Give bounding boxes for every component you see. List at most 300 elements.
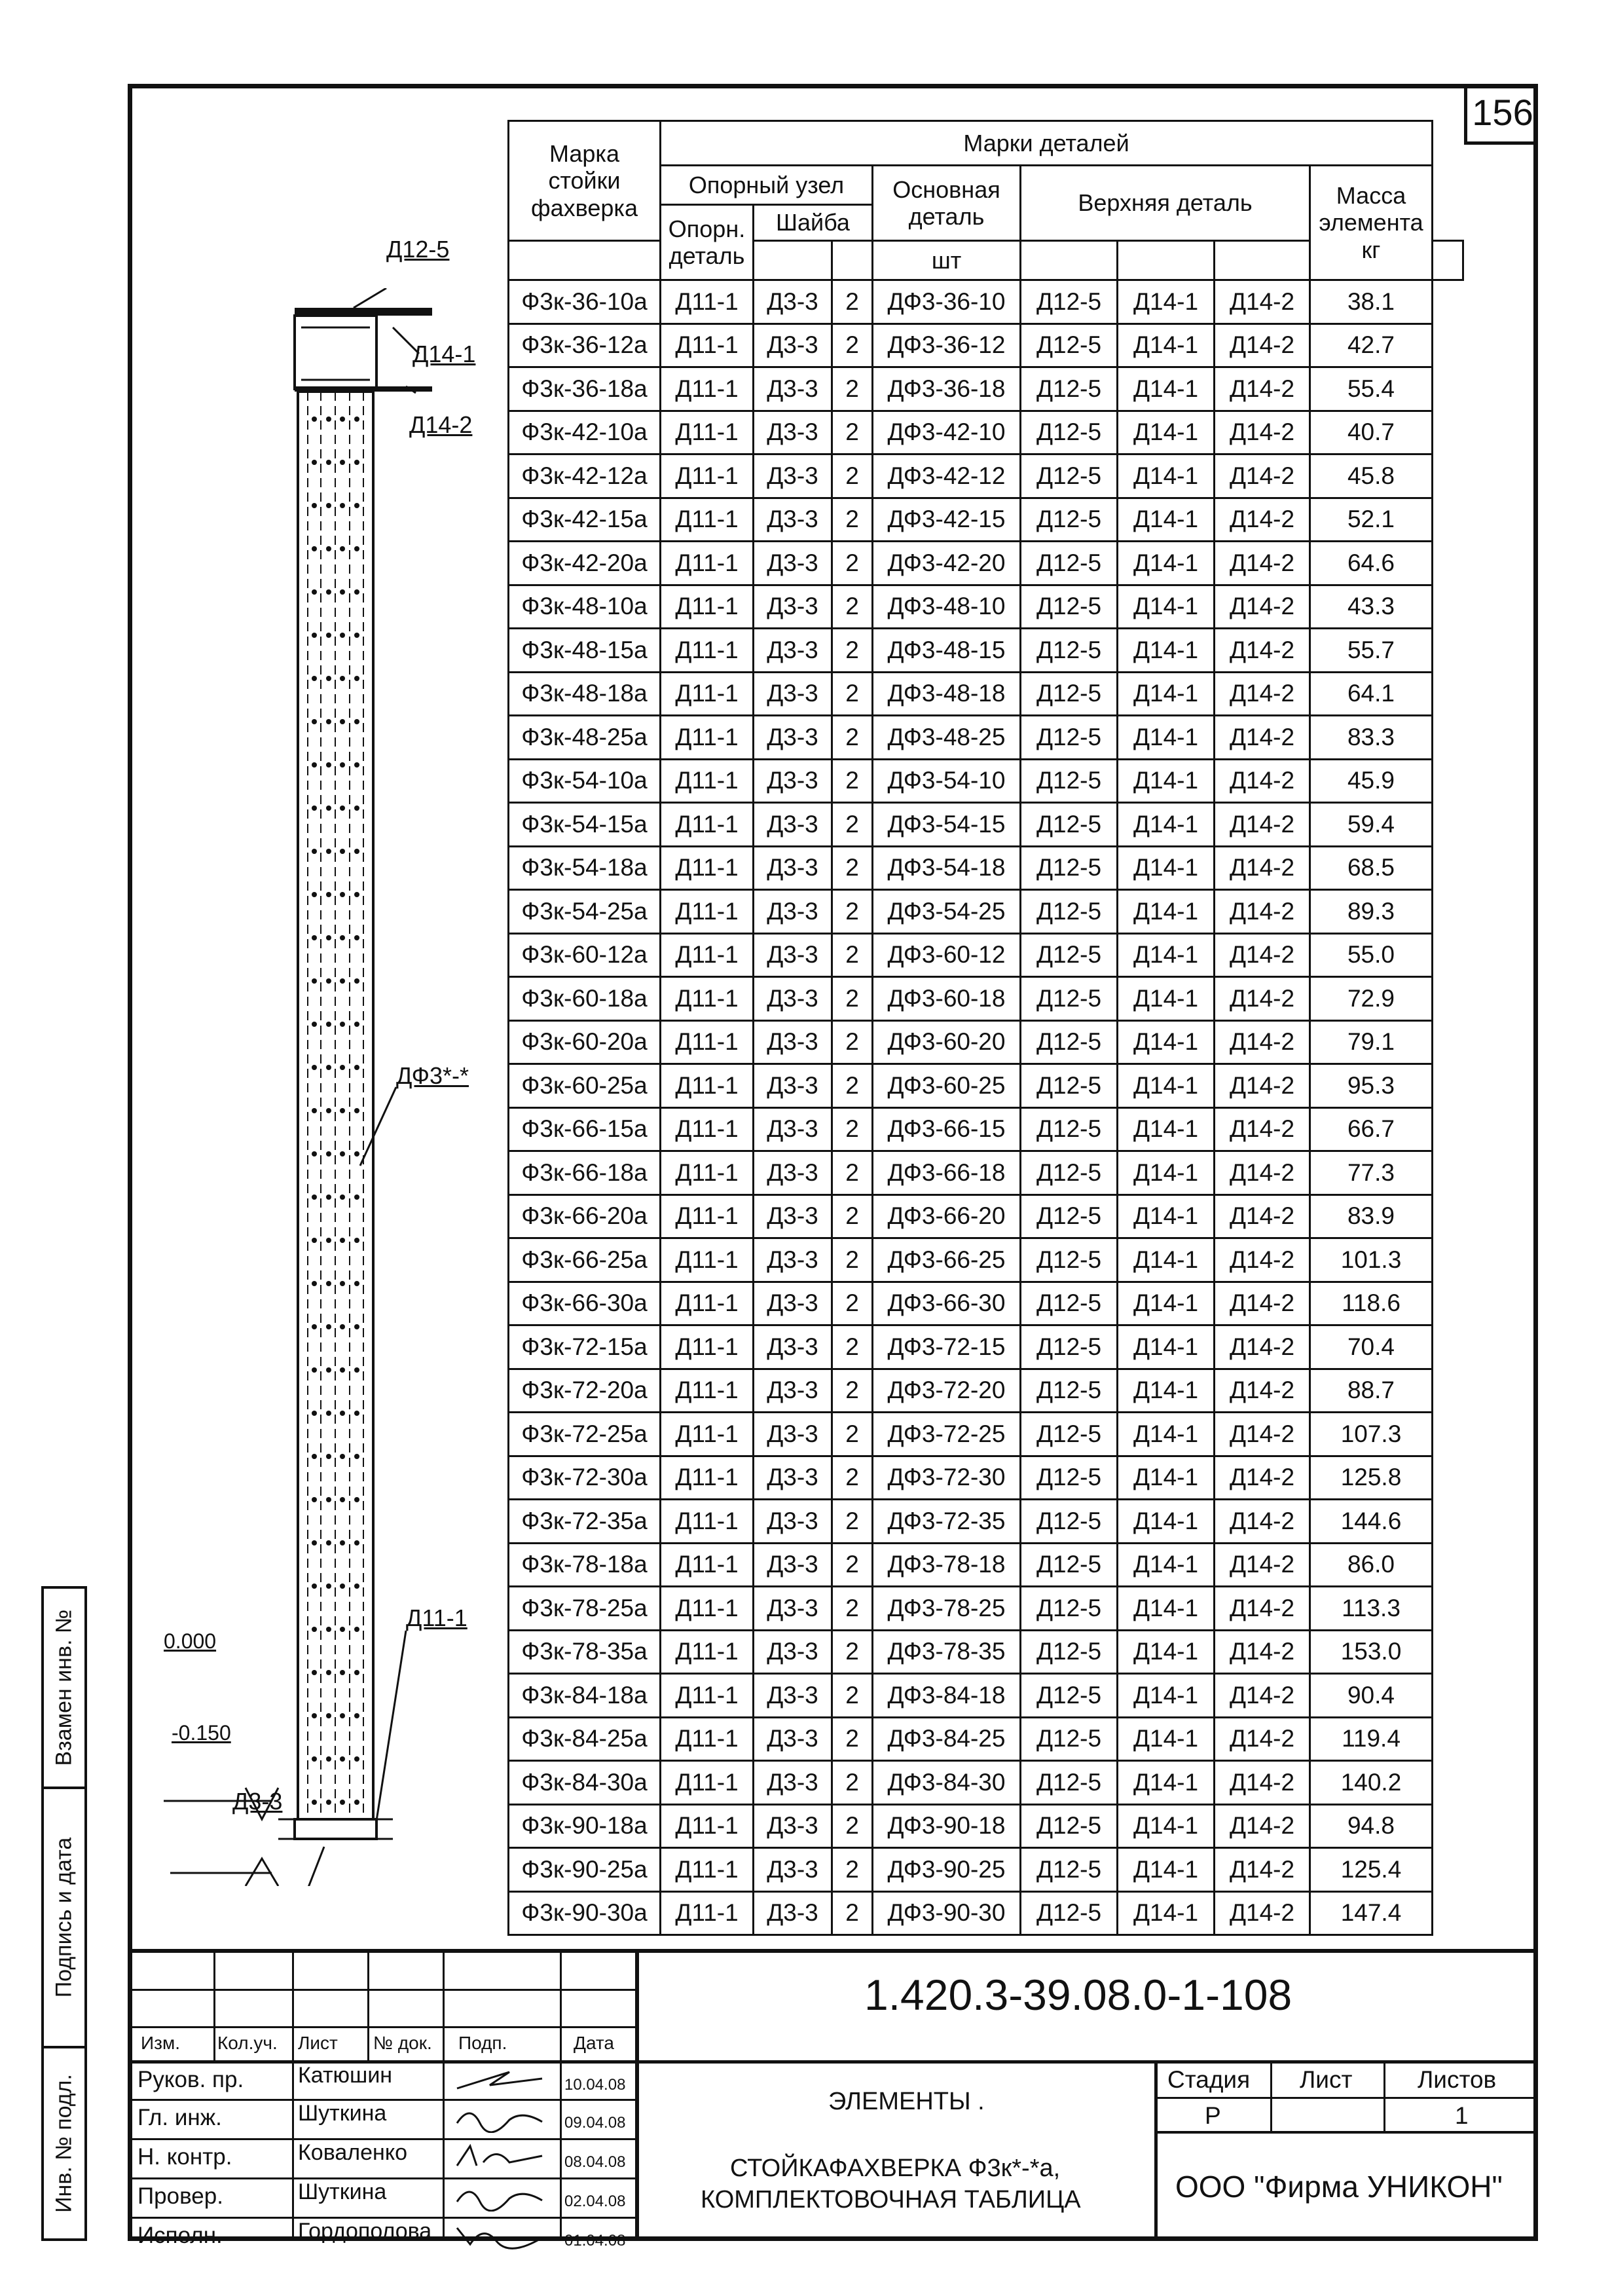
table-cell: Д14-1: [1118, 367, 1215, 411]
header-support-node: Опорный узел: [661, 166, 873, 205]
table-cell: 2: [832, 1107, 873, 1151]
table-cell: Д12-5: [1021, 1630, 1118, 1674]
table-row: [509, 1630, 1463, 1674]
table-cell: Д12-5: [1021, 846, 1118, 890]
table-cell: Д12-5: [1021, 1500, 1118, 1544]
table-cell: 79.1: [1310, 1020, 1433, 1064]
table-cell: Д14-2: [1215, 716, 1310, 760]
table-row: [509, 280, 1463, 324]
table-cell: 153.0: [1310, 1630, 1433, 1674]
table-cell: Д14-2: [1215, 1282, 1310, 1325]
table-cell: Д14-2: [1215, 1848, 1310, 1892]
table-cell: Д12-5: [1021, 367, 1118, 411]
label-d11-1: Д11-1: [406, 1604, 467, 1631]
table-row: [509, 1804, 1463, 1848]
table-cell: Д14-1: [1118, 1674, 1215, 1718]
table-row: [509, 454, 1463, 498]
table-row: [509, 1543, 1463, 1587]
table-cell: Д11-1: [661, 1891, 754, 1935]
stage-value: Р: [1205, 2102, 1221, 2129]
table-row: [509, 1151, 1463, 1195]
table-cell: 55.0: [1310, 933, 1433, 977]
company-name: ООО "Фирма УНИКОН": [1175, 2170, 1503, 2204]
table-cell: Д11-1: [661, 1761, 754, 1805]
table-cell: Д12-5: [1021, 1238, 1118, 1282]
table-cell: Д14-2: [1215, 1064, 1310, 1108]
table-cell: 94.8: [1310, 1804, 1433, 1848]
table-cell: Д14-2: [1215, 1891, 1310, 1935]
table-cell: Д14-2: [1215, 759, 1310, 803]
signer-name: Коваленко: [298, 2140, 407, 2165]
table-cell: Д11-1: [661, 411, 754, 454]
table-cell: 38.1: [1310, 280, 1433, 324]
table-cell: Д3-3: [754, 1717, 832, 1761]
table-cell: 2: [832, 1282, 873, 1325]
table-row: [509, 1413, 1463, 1456]
stage-label: Стадия: [1167, 2066, 1251, 2093]
table-cell: Д12-5: [1021, 1151, 1118, 1195]
table-cell: Д14-2: [1215, 324, 1310, 367]
table-cell: 43.3: [1310, 585, 1433, 629]
table-cell: Д11-1: [661, 629, 754, 673]
table-cell: Ф3к-84-25а: [509, 1717, 661, 1761]
table-cell: Д11-1: [661, 454, 754, 498]
table-cell: Д3-3: [754, 1413, 832, 1456]
table-cell: Ф3к-36-18а: [509, 367, 661, 411]
table-cell: 68.5: [1310, 846, 1433, 890]
sheets-label: Листов: [1418, 2066, 1497, 2093]
role-label: Руков. пр.: [137, 2067, 244, 2092]
table-cell: Ф3к-60-18а: [509, 977, 661, 1021]
table-cell: ДФ3-36-12: [873, 324, 1021, 367]
table-cell: Д14-1: [1118, 1194, 1215, 1238]
table-cell: 2: [832, 1194, 873, 1238]
table-cell: 2: [832, 367, 873, 411]
table-cell: Д14-1: [1118, 1848, 1215, 1892]
table-cell: Ф3к-60-12а: [509, 933, 661, 977]
signer-name: Гордополова: [298, 2219, 432, 2244]
table-cell: 2: [832, 1891, 873, 1935]
table-cell: Д11-1: [661, 1238, 754, 1282]
table-cell: ДФ3-66-18: [873, 1151, 1021, 1195]
table-cell: 2: [832, 716, 873, 760]
table-cell: Ф3к-54-18а: [509, 846, 661, 890]
signer-name: Шуткина: [298, 2179, 387, 2204]
table-cell: 2: [832, 454, 873, 498]
table-cell: Ф3к-48-25а: [509, 716, 661, 760]
header-mark: Марка стойки фахверка: [509, 121, 661, 241]
table-cell: Д3-3: [754, 280, 832, 324]
table-row: [509, 1369, 1463, 1413]
table-cell: Д14-2: [1215, 1717, 1310, 1761]
label-d14-2: Д14-2: [409, 411, 473, 438]
table-cell: Д3-3: [754, 759, 832, 803]
table-cell: Д11-1: [661, 1020, 754, 1064]
header-washer: Шайба: [754, 205, 873, 241]
sheet-label: Лист: [1300, 2066, 1353, 2093]
table-cell: Ф3к-42-12а: [509, 454, 661, 498]
table-cell: Д14-2: [1215, 1107, 1310, 1151]
table-cell: ДФ3-42-20: [873, 542, 1021, 585]
table-cell: Д12-5: [1021, 1761, 1118, 1805]
table-cell: ДФ3-72-20: [873, 1369, 1021, 1413]
table-cell: Д12-5: [1021, 585, 1118, 629]
table-cell: Д14-1: [1118, 1804, 1215, 1848]
table-cell: Д14-2: [1215, 1804, 1310, 1848]
table-cell: Ф3к-48-15а: [509, 629, 661, 673]
table-cell: 89.3: [1310, 890, 1433, 934]
side-sign-date: Подпись и дата: [41, 1787, 87, 2048]
components-table: [507, 120, 1464, 1936]
signature-icon: [450, 2221, 555, 2251]
table-cell: ДФ3-72-30: [873, 1456, 1021, 1500]
table-cell: Д14-1: [1118, 454, 1215, 498]
table-cell: 2: [832, 1761, 873, 1805]
side-strip: [41, 1586, 87, 2241]
table-cell: 2: [832, 1717, 873, 1761]
table-cell: 2: [832, 324, 873, 367]
table-cell: Д3-3: [754, 977, 832, 1021]
table-cell: ДФ3-42-10: [873, 411, 1021, 454]
table-cell: 66.7: [1310, 1107, 1433, 1151]
table-cell: Ф3к-66-18а: [509, 1151, 661, 1195]
level-m150: -0.150: [172, 1721, 231, 1745]
title-block-top-border: [131, 1949, 1537, 1953]
table-cell: 2: [832, 1848, 873, 1892]
table-cell: Ф3к-72-30а: [509, 1456, 661, 1500]
table-cell: Д14-2: [1215, 367, 1310, 411]
table-cell: Д14-1: [1118, 1369, 1215, 1413]
table-cell: 140.2: [1310, 1761, 1433, 1805]
table-cell: Д3-3: [754, 542, 832, 585]
table-cell: Д11-1: [661, 759, 754, 803]
table-cell: Д14-1: [1118, 585, 1215, 629]
table-cell: Д11-1: [661, 1064, 754, 1108]
table-cell: Д12-5: [1021, 1325, 1118, 1369]
table-cell: Д14-1: [1118, 1587, 1215, 1631]
table-cell: ДФ3-72-35: [873, 1500, 1021, 1544]
table-cell: Д3-3: [754, 1238, 832, 1282]
table-cell: Ф3к-66-15а: [509, 1107, 661, 1151]
table-cell: Д12-5: [1021, 1064, 1118, 1108]
table-cell: Д12-5: [1021, 1848, 1118, 1892]
table-cell: Ф3к-36-10а: [509, 280, 661, 324]
table-cell: Д12-5: [1021, 890, 1118, 934]
role-label: Провер.: [137, 2183, 223, 2209]
table-cell: Ф3к-78-25а: [509, 1587, 661, 1631]
table-cell: Д3-3: [754, 1500, 832, 1544]
table-cell: 2: [832, 890, 873, 934]
table-row: [509, 716, 1463, 760]
table-cell: 45.9: [1310, 759, 1433, 803]
table-cell: Д14-2: [1215, 629, 1310, 673]
table-row: [509, 1238, 1463, 1282]
table-cell: Д14-2: [1215, 454, 1310, 498]
table-cell: Ф3к-72-35а: [509, 1500, 661, 1544]
table-cell: Ф3к-90-25а: [509, 1848, 661, 1892]
table-cell: Д14-2: [1215, 890, 1310, 934]
table-cell: Д12-5: [1021, 672, 1118, 716]
table-cell: ДФ3-60-20: [873, 1020, 1021, 1064]
table-cell: Д3-3: [754, 1761, 832, 1805]
table-cell: Д3-3: [754, 1369, 832, 1413]
table-cell: Д11-1: [661, 367, 754, 411]
table-cell: Ф3к-48-10а: [509, 585, 661, 629]
table-cell: Д11-1: [661, 977, 754, 1021]
table-cell: Д14-2: [1215, 1151, 1310, 1195]
table-cell: Д14-1: [1118, 629, 1215, 673]
table-cell: Д3-3: [754, 672, 832, 716]
table-cell: 40.7: [1310, 411, 1433, 454]
table-cell: 45.8: [1310, 454, 1433, 498]
table-cell: Д14-2: [1215, 1413, 1310, 1456]
table-cell: Ф3к-42-15а: [509, 498, 661, 542]
table-cell: Ф3к-72-20а: [509, 1369, 661, 1413]
table-row: [509, 585, 1463, 629]
table-cell: ДФ3-84-25: [873, 1717, 1021, 1761]
table-cell: Д3-3: [754, 1630, 832, 1674]
table-cell: 2: [832, 1369, 873, 1413]
table-cell: Д14-1: [1118, 1238, 1215, 1282]
table-cell: Д3-3: [754, 1064, 832, 1108]
table-cell: ДФ3-54-25: [873, 890, 1021, 934]
table-cell: ДФ3-66-15: [873, 1107, 1021, 1151]
table-cell: 86.0: [1310, 1543, 1433, 1587]
side-inv-orig: Инв. № подл.: [41, 2046, 87, 2241]
sign-date: 10.04.08: [564, 2076, 626, 2094]
sheet-number: 156: [1464, 84, 1538, 145]
table-cell: Д11-1: [661, 716, 754, 760]
table-cell: 55.4: [1310, 367, 1433, 411]
table-row: [509, 1761, 1463, 1805]
table-cell: Ф3к-54-15а: [509, 803, 661, 847]
table-cell: Д3-3: [754, 716, 832, 760]
table-cell: 2: [832, 1064, 873, 1108]
table-cell: Ф3к-42-10а: [509, 411, 661, 454]
signer-name: Шуткина: [298, 2101, 387, 2126]
table-cell: 2: [832, 498, 873, 542]
table-cell: Д14-2: [1215, 1587, 1310, 1631]
sheets-value: 1: [1455, 2102, 1469, 2129]
table-cell: Д3-3: [754, 803, 832, 847]
table-cell: Д3-3: [754, 585, 832, 629]
table-cell: Ф3к-42-20а: [509, 542, 661, 585]
table-cell: Д12-5: [1021, 1456, 1118, 1500]
table-cell: Д11-1: [661, 1500, 754, 1544]
table-row: [509, 324, 1463, 367]
table-cell: Д14-1: [1118, 1107, 1215, 1151]
table-cell: Д12-5: [1021, 454, 1118, 498]
table-cell: ДФ3-60-12: [873, 933, 1021, 977]
header-mass: Масса элемента кг: [1310, 166, 1433, 280]
table-cell: Д3-3: [754, 1325, 832, 1369]
sign-date: 01.04.08: [564, 2232, 626, 2250]
table-cell: Д12-5: [1021, 759, 1118, 803]
table-cell: 107.3: [1310, 1413, 1433, 1456]
table-cell: 2: [832, 977, 873, 1021]
table-cell: Д14-1: [1118, 933, 1215, 977]
table-row: [509, 1456, 1463, 1500]
table-row: [509, 846, 1463, 890]
table-cell: Д14-1: [1118, 1456, 1215, 1500]
table-cell: 42.7: [1310, 324, 1433, 367]
table-cell: Д11-1: [661, 933, 754, 977]
table-cell: Д14-1: [1118, 1020, 1215, 1064]
table-cell: 95.3: [1310, 1064, 1433, 1108]
table-cell: Д3-3: [754, 454, 832, 498]
table-row: [509, 1020, 1463, 1064]
table-row: [509, 1064, 1463, 1108]
table-cell: ДФ3-78-18: [873, 1543, 1021, 1587]
table-cell: ДФ3-36-10: [873, 280, 1021, 324]
table-row: [509, 1194, 1463, 1238]
table-cell: Д3-3: [754, 1456, 832, 1500]
table-cell: Д11-1: [661, 1717, 754, 1761]
table-cell: Д14-1: [1118, 411, 1215, 454]
table-cell: Д14-2: [1215, 1369, 1310, 1413]
table-cell: ДФ3-90-18: [873, 1804, 1021, 1848]
table-cell: ДФ3-66-20: [873, 1194, 1021, 1238]
table-cell: ДФ3-78-35: [873, 1630, 1021, 1674]
table-cell: Д14-1: [1118, 977, 1215, 1021]
table-cell: ДФ3-72-25: [873, 1413, 1021, 1456]
table-cell: Д12-5: [1021, 1891, 1118, 1935]
table-cell: Д14-2: [1215, 542, 1310, 585]
table-cell: ДФ3-48-25: [873, 716, 1021, 760]
table-cell: Д3-3: [754, 1674, 832, 1718]
table-cell: Д3-3: [754, 890, 832, 934]
table-cell: Д3-3: [754, 1848, 832, 1892]
table-row: [509, 977, 1463, 1021]
table-cell: Д12-5: [1021, 1674, 1118, 1718]
table-cell: Д14-2: [1215, 977, 1310, 1021]
table-cell: 2: [832, 672, 873, 716]
table-cell: Д12-5: [1021, 933, 1118, 977]
table-cell: Д11-1: [661, 542, 754, 585]
table-cell: Д14-2: [1215, 1020, 1310, 1064]
signature-icon: [450, 2065, 555, 2095]
table-cell: 125.4: [1310, 1848, 1433, 1892]
table-cell: Д12-5: [1021, 803, 1118, 847]
table-cell: 2: [832, 1804, 873, 1848]
table-cell: Д11-1: [661, 1587, 754, 1631]
table-cell: Д12-5: [1021, 977, 1118, 1021]
table-cell: Д3-3: [754, 1151, 832, 1195]
table-cell: Д14-2: [1215, 672, 1310, 716]
role-label: Исполн.: [137, 2223, 223, 2248]
table-cell: Ф3к-66-30а: [509, 1282, 661, 1325]
col-header: Подп.: [458, 2033, 507, 2053]
table-cell: Д14-2: [1215, 803, 1310, 847]
table-cell: Д14-1: [1118, 498, 1215, 542]
table-cell: 113.3: [1310, 1587, 1433, 1631]
table-cell: Д14-2: [1215, 1238, 1310, 1282]
table-cell: Д14-2: [1215, 1194, 1310, 1238]
table-cell: Д14-2: [1215, 411, 1310, 454]
table-cell: Д14-1: [1118, 890, 1215, 934]
table-cell: Д12-5: [1021, 1413, 1118, 1456]
table-cell: 2: [832, 1456, 873, 1500]
table-cell: 2: [832, 846, 873, 890]
table-cell: Д12-5: [1021, 498, 1118, 542]
table-cell: ДФ3-54-15: [873, 803, 1021, 847]
table-cell: Д3-3: [754, 933, 832, 977]
table-cell: 2: [832, 542, 873, 585]
table-cell: Д11-1: [661, 280, 754, 324]
table-cell: Д3-3: [754, 1804, 832, 1848]
table-row: [509, 1587, 1463, 1631]
table-cell: Д14-1: [1118, 1891, 1215, 1935]
table-cell: Д11-1: [661, 1543, 754, 1587]
side-replace-inv: Взамен инв. №: [41, 1586, 87, 1789]
header-top-detail: Верхняя деталь: [1021, 166, 1310, 241]
label-d14-1: Д14-1: [412, 341, 476, 367]
sign-date: 09.04.08: [564, 2114, 626, 2132]
table-cell: 2: [832, 1543, 873, 1587]
table-row: [509, 759, 1463, 803]
table-cell: Д11-1: [661, 324, 754, 367]
table-cell: 2: [832, 1587, 873, 1631]
table-cell: Д14-2: [1215, 1325, 1310, 1369]
header-details-group: Марки деталей: [661, 121, 1433, 166]
table-cell: Д14-1: [1118, 803, 1215, 847]
table-cell: Д14-1: [1118, 1413, 1215, 1456]
table-cell: ДФ3-36-18: [873, 367, 1021, 411]
table-cell: Ф3к-84-18а: [509, 1674, 661, 1718]
table-cell: Д11-1: [661, 1413, 754, 1456]
table-row: [509, 1891, 1463, 1935]
table-cell: Д11-1: [661, 1674, 754, 1718]
table-row: [509, 890, 1463, 934]
table-cell: Д14-2: [1215, 1630, 1310, 1674]
table-cell: 2: [832, 1151, 873, 1195]
table-cell: Д12-5: [1021, 716, 1118, 760]
table-cell: 144.6: [1310, 1500, 1433, 1544]
table-cell: Ф3к-84-30а: [509, 1761, 661, 1805]
table-cell: Ф3к-60-20а: [509, 1020, 661, 1064]
table-row: [509, 1107, 1463, 1151]
col-header: Кол.уч.: [217, 2033, 278, 2053]
table-cell: Д14-1: [1118, 1761, 1215, 1805]
table-cell: 2: [832, 411, 873, 454]
table-cell: 2: [832, 1500, 873, 1544]
table-cell: Д14-1: [1118, 1543, 1215, 1587]
table-row: [509, 542, 1463, 585]
table-cell: 83.3: [1310, 716, 1433, 760]
table-cell: Д12-5: [1021, 1020, 1118, 1064]
table-cell: 88.7: [1310, 1369, 1433, 1413]
table-cell: Д11-1: [661, 1369, 754, 1413]
table-cell: Ф3к-66-20а: [509, 1194, 661, 1238]
table-cell: Д12-5: [1021, 1587, 1118, 1631]
table-cell: Д12-5: [1021, 629, 1118, 673]
table-cell: Д14-1: [1118, 542, 1215, 585]
table-cell: Д3-3: [754, 629, 832, 673]
table-cell: 2: [832, 933, 873, 977]
label-d12-5: Д12-5: [386, 236, 450, 263]
table-cell: 70.4: [1310, 1325, 1433, 1369]
table-cell: 101.3: [1310, 1238, 1433, 1282]
table-cell: Д11-1: [661, 1848, 754, 1892]
table-cell: 147.4: [1310, 1891, 1433, 1935]
table-cell: Ф3к-78-35а: [509, 1630, 661, 1674]
table-cell: Д14-1: [1118, 1325, 1215, 1369]
table-cell: 64.6: [1310, 542, 1433, 585]
table-cell: Ф3к-66-25а: [509, 1238, 661, 1282]
table-cell: Д11-1: [661, 1325, 754, 1369]
table-cell: Д12-5: [1021, 542, 1118, 585]
table-cell: Д14-1: [1118, 324, 1215, 367]
